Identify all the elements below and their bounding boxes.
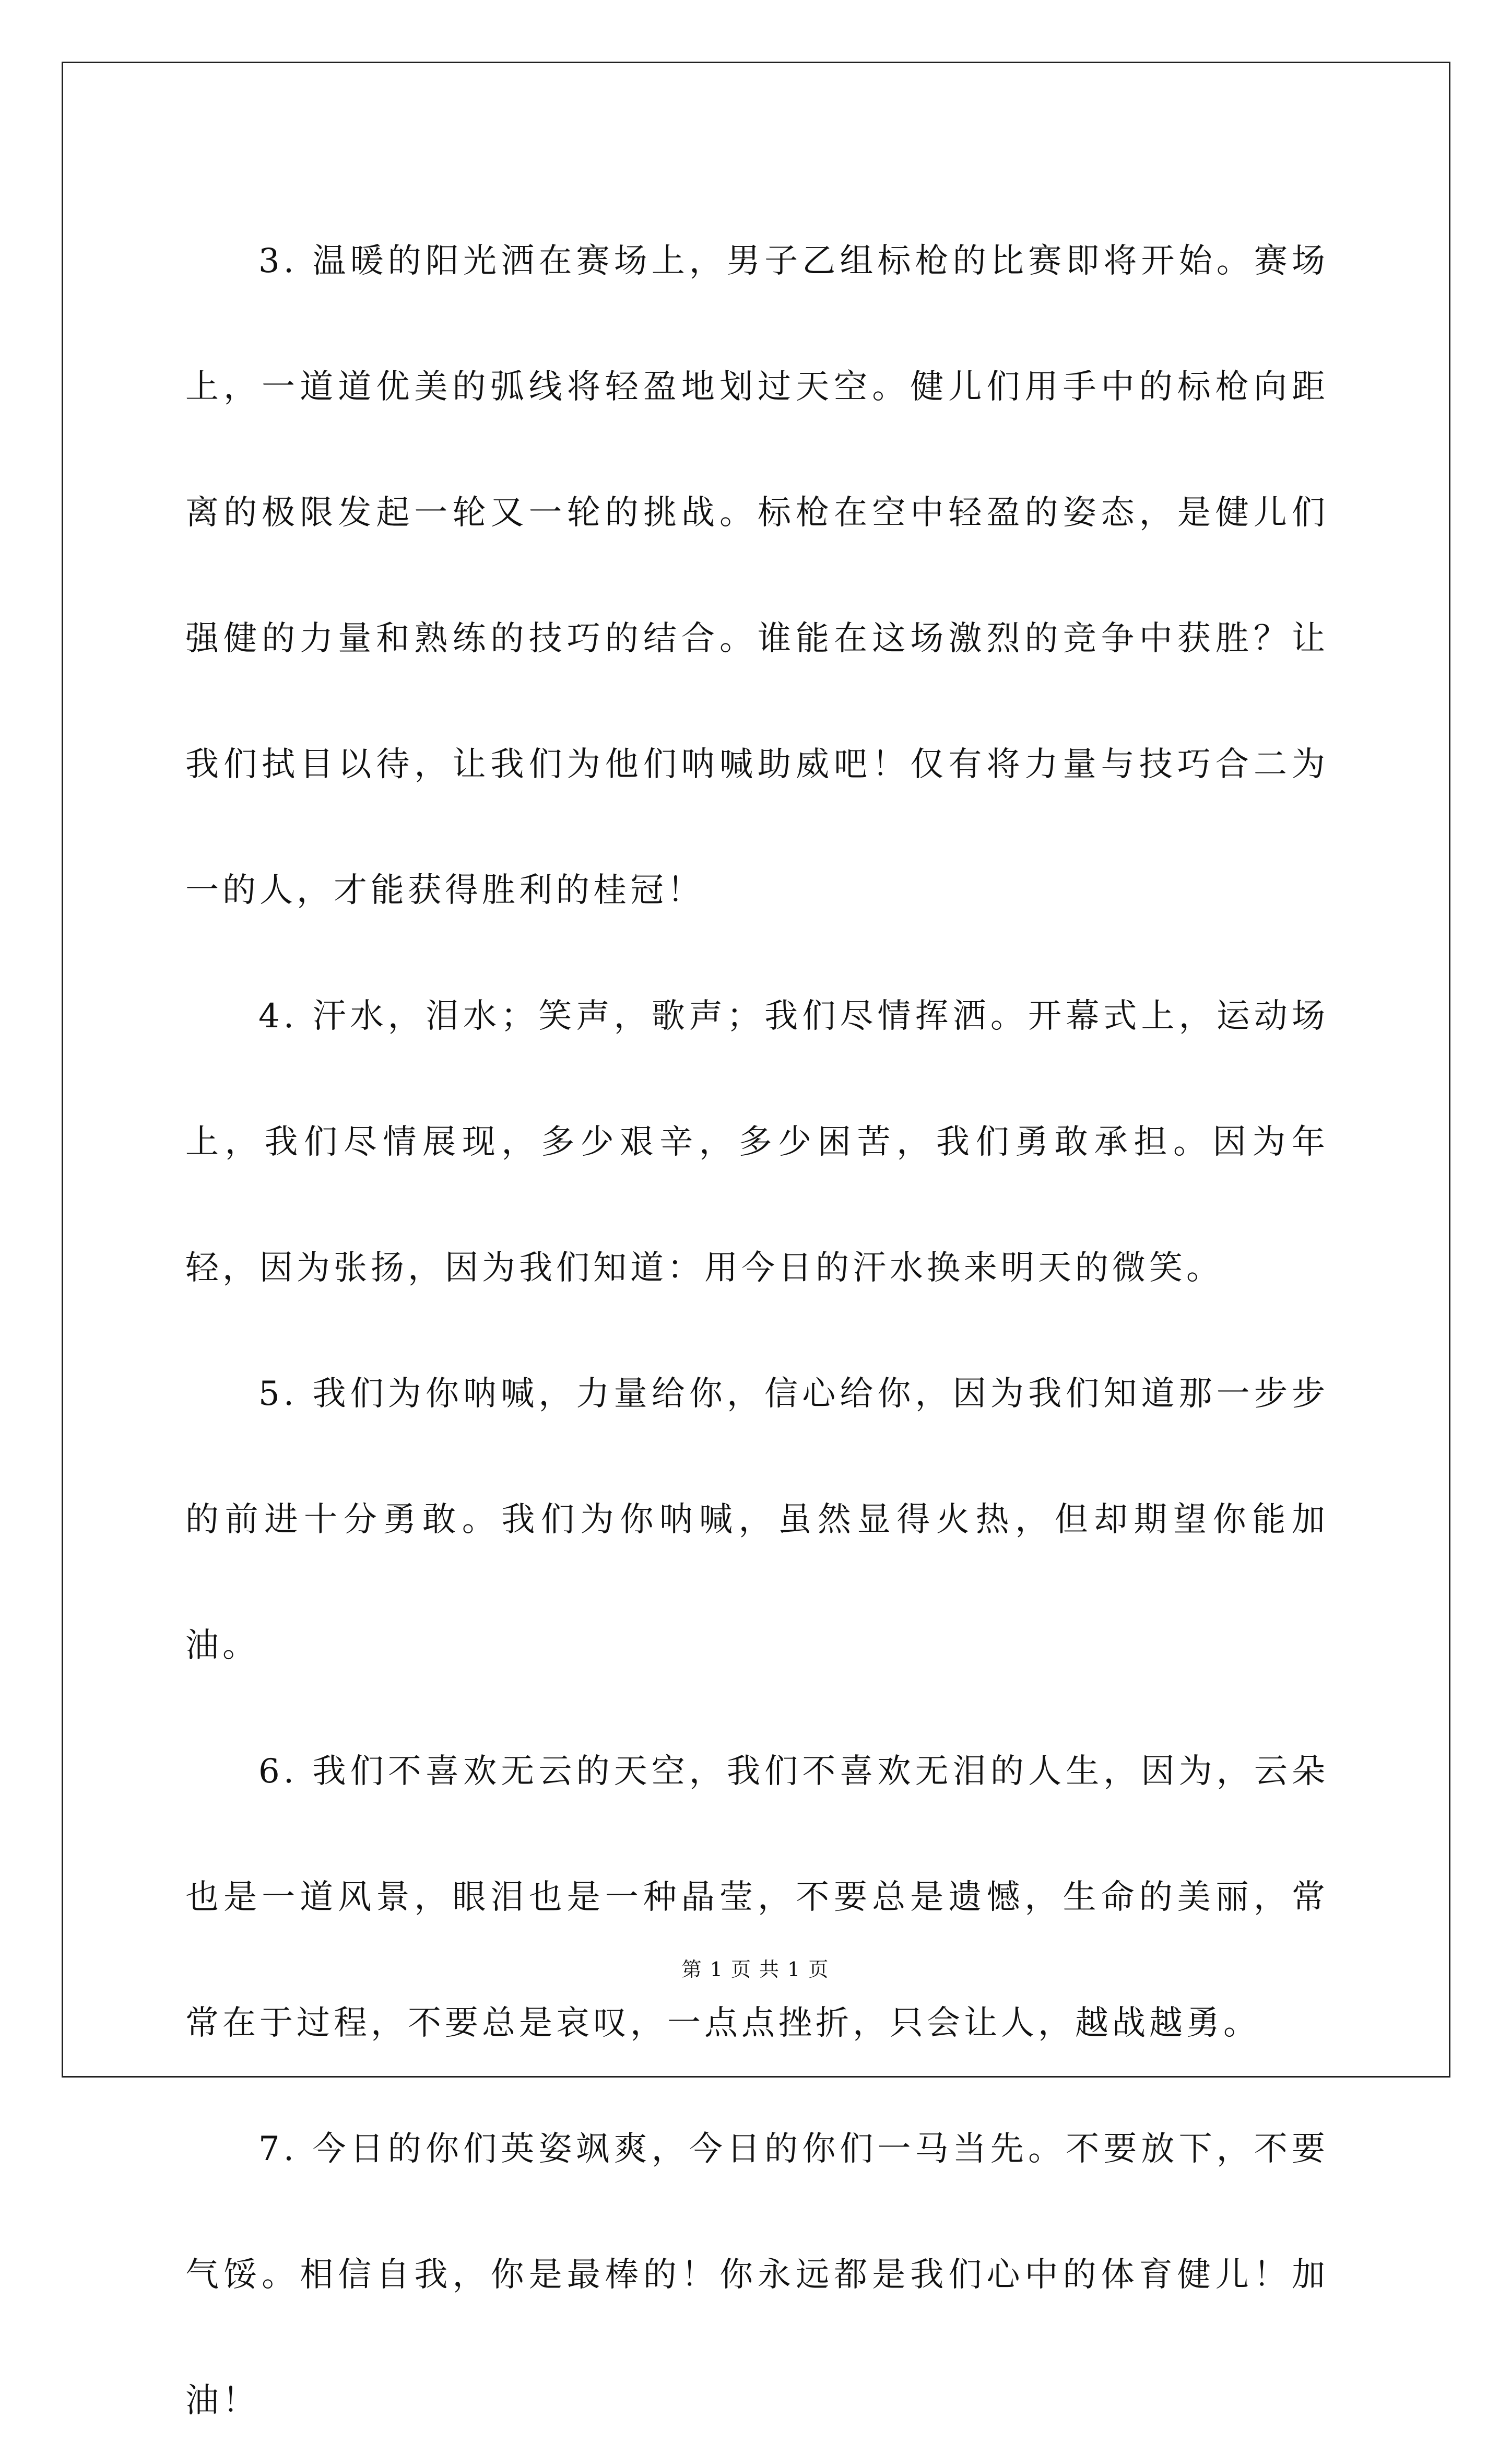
paragraph-4: 4. 汗水，泪水；笑声，歌声；我们尽情挥洒。开幕式上，运动场上，我们尽情展现，多少艰辛，多少困苦，我们勇敢承担。因为年轻，因为张扬，因为我们知道：用今日的汗水换来明天的微笑。 <box>185 997 1329 1287</box>
document-body <box>185 198 1329 2464</box>
page-number-footer: 第 1 页 共 1 页 <box>681 1958 830 1981</box>
paragraph-5: 5. 我们为你呐喊，力量给你，信心给你，因为我们知道那一步步的前进十分勇敢。我们为你呐喊，虽然显得火热，但却期望你能加油。 <box>185 1375 1329 1665</box>
paragraph-6: 6. 我们不喜欢无云的天空，我们不喜欢无泪的人生，因为，云朵也是一道风景，眼泪也是一种晶莹，不要总是遗憾，生命的美丽，常常在于过程，不要总是哀叹，一点点挫折，只会让人，越战越勇。 <box>185 1752 1329 2043</box>
paragraph-3: 3. 温暖的阳光洒在赛场上，男子乙组标枪的比赛即将开始。赛场上，一道道优美的弧线将轻盈地划过天空。健儿们用手中的标枪向距离的极限发起一轮又一轮的挑战。标枪在空中轻盈的姿态，是健儿们强健的力量和熟练的技巧的结合。谁能在这场激烈的竞争中获胜？让我们拭目以待，让我们为他们呐喊助威吧！仅有将力量与技巧合二为一的人，才能获得胜利的桂冠！ <box>185 242 1329 910</box>
paragraph-7: 7. 今日的你们英姿飒爽，今日的你们一马当先。不要放下，不要气馁。相信自我，你是最棒的！你永远都是我们心中的体育健儿！加油！ <box>185 2130 1329 2420</box>
